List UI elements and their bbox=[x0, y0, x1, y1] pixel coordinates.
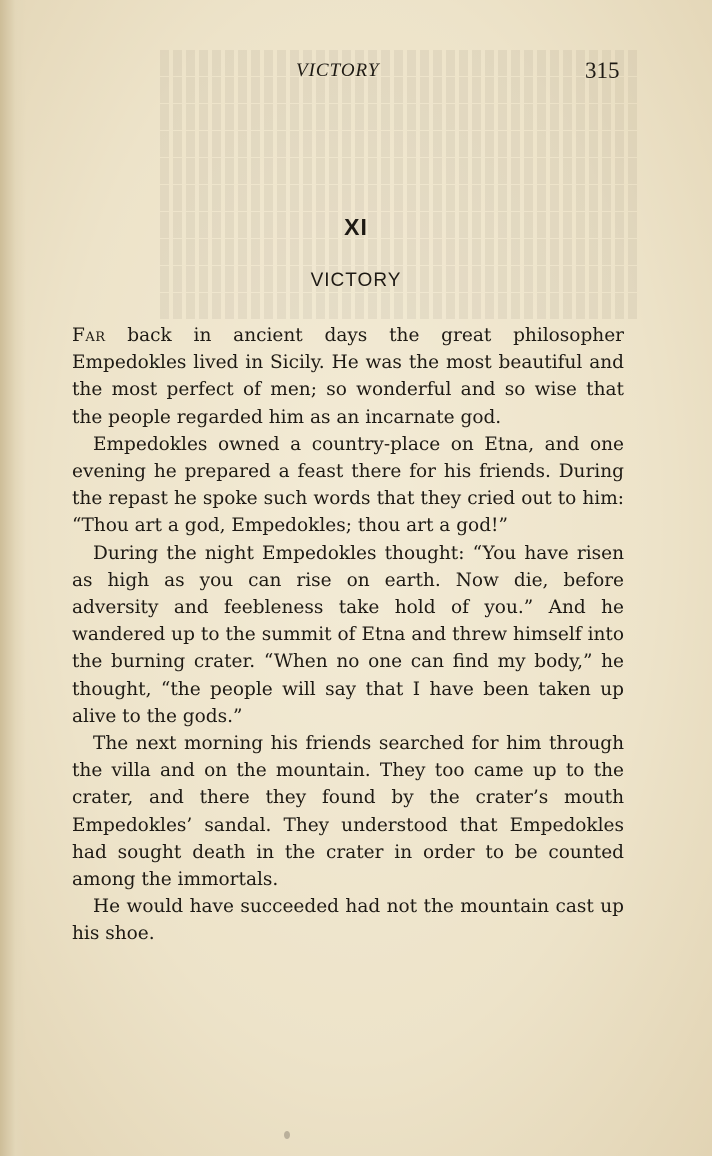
page-number: 315 bbox=[585, 58, 620, 83]
paragraph-5: He would have succeeded had not the mountain cast up his shoe. bbox=[72, 896, 624, 945]
paragraph-3: During the night Empedokles thought: “You have risen as high as you can rise on earth. Now die, before adversity and feebleness take hold of you.” And he wandered up to the summit of Etna and threw himself into the burning crater. “When no one can find my body,” he thought, “the people will say that I have been taken up alive to the gods.” bbox=[72, 542, 624, 727]
running-title: VICTORY bbox=[296, 60, 380, 81]
chapter-title: VICTORY bbox=[310, 270, 402, 291]
chapter-number: XI bbox=[344, 214, 368, 240]
paper-speck bbox=[284, 1131, 290, 1139]
body-text bbox=[72, 322, 624, 948]
paragraph-1 bbox=[72, 322, 624, 431]
running-head bbox=[0, 58, 712, 88]
paragraph-4: The next morning his friends searched for him through the villa and on the mountain. They too came up to the crater, and there they found by the crater’s mouth Empedokles’ sandal. They understood that Empedokles had sought death in the crater in order to be counted among the immortals. bbox=[72, 733, 624, 891]
paragraph-lead-word: Far bbox=[72, 325, 106, 346]
page-binding-edge bbox=[0, 0, 26, 1156]
paragraph-2: Empedokles owned a country-place on Etna, and one evening he prepared a feast there for his friends. During the repast he spoke such words that they cried out to him: “Thou art a god, Empedokles; thou art a god!” bbox=[72, 433, 624, 537]
paragraph-1-text: back in ancient days the great philosopher Empedokles lived in Sicily. He was the most beautiful and the most perfect of men; so wonderful and so wise that the people regarded him as an incarnate god. bbox=[72, 325, 624, 428]
